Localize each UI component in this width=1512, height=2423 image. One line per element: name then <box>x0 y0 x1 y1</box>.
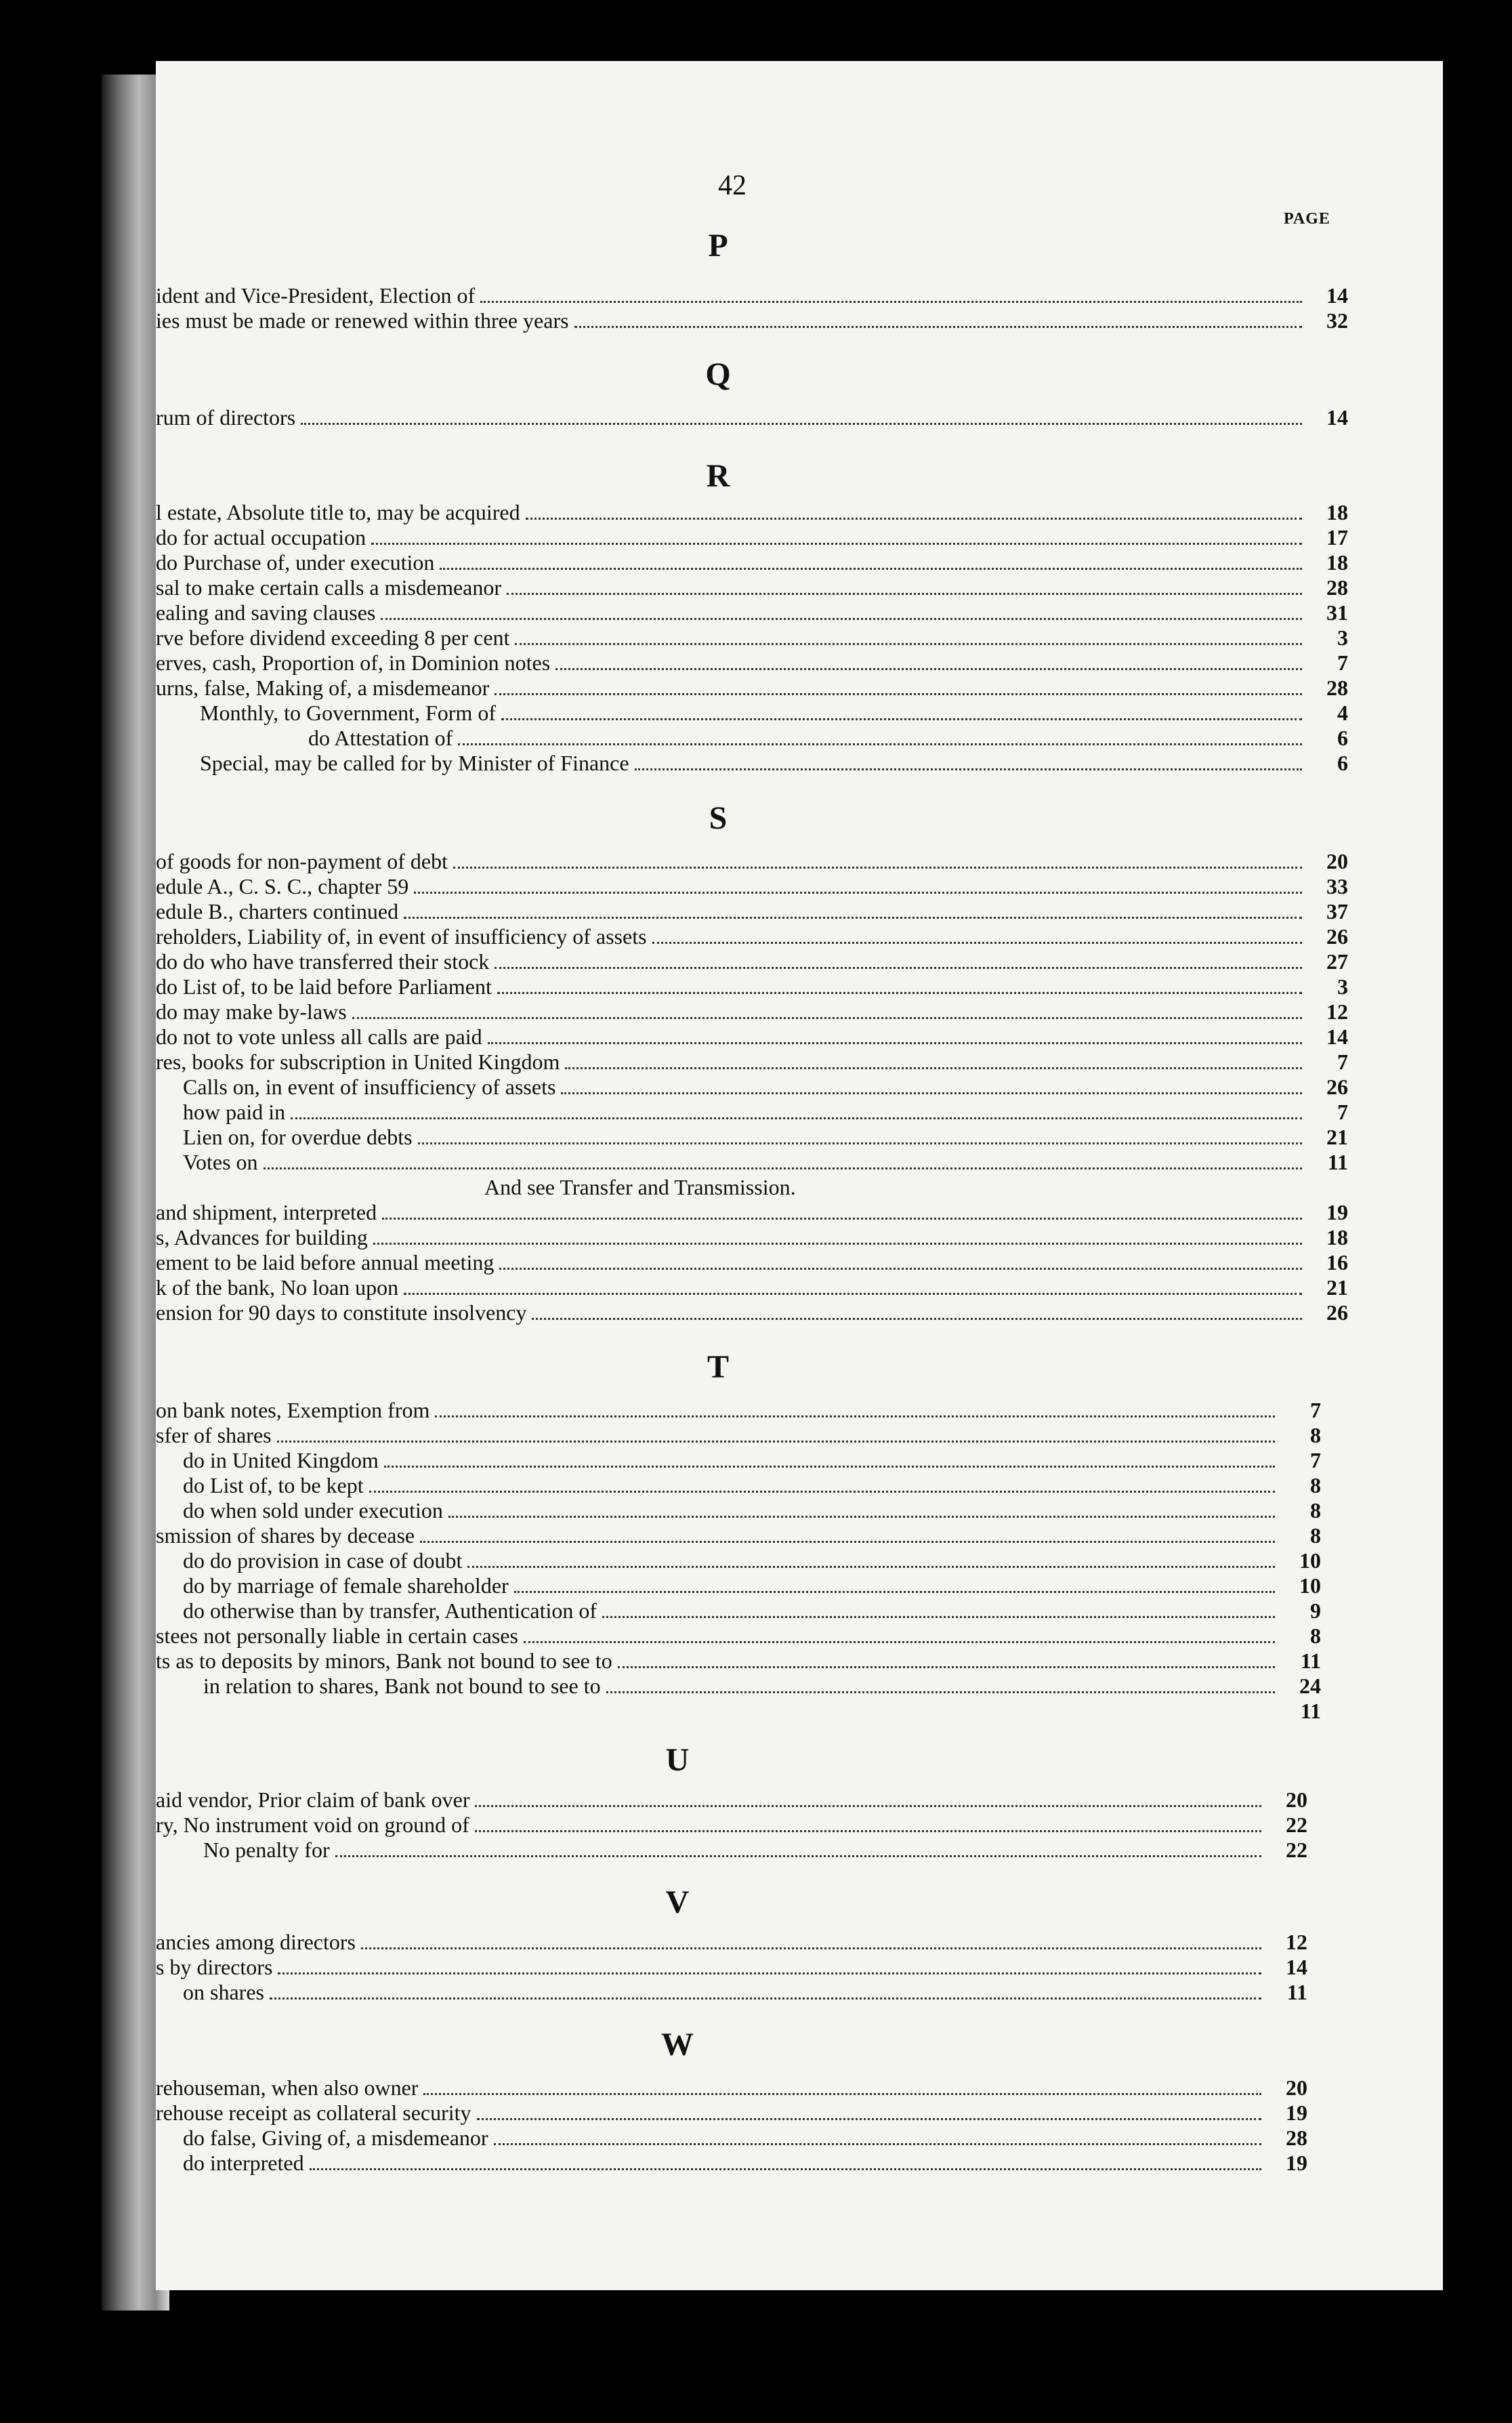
section-letter-r: R <box>706 458 730 494</box>
section-letter-q: Q <box>705 356 731 392</box>
index-entry: Votes on 11 <box>183 1150 1348 1174</box>
index-entry: ident and Vice-President, Election of 14 <box>156 283 1348 308</box>
index-entry: do may make by-laws 12 <box>156 999 1348 1024</box>
index-entry: do otherwise than by transfer, Authentication of 9 <box>183 1598 1321 1623</box>
section-letter-u: U <box>665 1742 690 1778</box>
index-entry: s by directors 14 <box>156 1955 1307 1979</box>
index-entry: edule B., charters continued 37 <box>156 899 1348 924</box>
index-entry: do by marriage of female shareholder 10 <box>183 1573 1321 1598</box>
index-entry: reholders, Liability of, in event of insufficiency of assets 26 <box>156 924 1348 949</box>
index-entry: of goods for non-payment of debt 20 <box>156 849 1348 873</box>
page-column-label: PAGE <box>1284 210 1330 228</box>
index-entry: Lien on, for overdue debts 21 <box>183 1125 1348 1149</box>
index-entry: do List of, to be kept 8 <box>183 1473 1321 1497</box>
section-letter-s: S <box>709 800 728 836</box>
index-entry: ement to be laid before annual meeting 16 <box>156 1250 1348 1275</box>
index-entry: rehouseman, when also owner 20 <box>156 2075 1307 2100</box>
index-entry: sal to make certain calls a misdemeanor 28 <box>156 575 1348 600</box>
index-entry: ancies among directors 12 <box>156 1930 1307 1954</box>
section-letter-w: W <box>661 2027 694 2063</box>
index-entry: No penalty for 22 <box>203 1838 1307 1862</box>
index-entry: aid vendor, Prior claim of bank over 20 <box>156 1787 1307 1812</box>
index-entry: Calls on, in event of insufficiency of assets 26 <box>183 1075 1348 1099</box>
index-page-ref: 11 <box>1300 1699 1321 1723</box>
index-entry: do Attestation of 6 <box>308 726 1348 750</box>
index-entry: do in United Kingdom 7 <box>183 1448 1321 1472</box>
index-entry: how paid in 7 <box>183 1100 1348 1124</box>
index-entry: smission of shares by decease 8 <box>156 1523 1321 1548</box>
index-entry: Special, may be called for by Minister of Finance 6 <box>200 751 1348 775</box>
index-entry: do for actual occupation 17 <box>156 525 1348 550</box>
index-entry: do Purchase of, under execution 18 <box>156 550 1348 575</box>
section-letter-v: V <box>665 1884 690 1920</box>
index-entry: do interpreted 19 <box>183 2151 1307 2175</box>
index-entry: on shares 11 <box>183 1980 1307 2004</box>
index-entry: stees not personally liable in certain cases 8 <box>156 1623 1321 1648</box>
index-entry: rve before dividend exceeding 8 per cent 3 <box>156 625 1348 650</box>
index-entry: ry, No instrument void on ground of 22 <box>156 1813 1307 1837</box>
index-entry: ension for 90 days to constitute insolvency 26 <box>156 1300 1348 1325</box>
index-entry: l estate, Absolute title to, may be acquired 18 <box>156 500 1348 524</box>
index-entry: do do who have transferred their stock 27 <box>156 949 1348 974</box>
index-entry: do when sold under execution 8 <box>183 1498 1321 1523</box>
index-entry: edule A., C. S. C., chapter 59 33 <box>156 874 1348 898</box>
index-entry: do List of, to be laid before Parliament 3 <box>156 974 1348 999</box>
index-entry: Monthly, to Government, Form of 4 <box>200 701 1348 725</box>
index-entry: ies must be made or renewed within three years 32 <box>156 308 1348 333</box>
section-letter-t: T <box>707 1349 729 1385</box>
index-entry: on bank notes, Exemption from 7 <box>156 1398 1321 1422</box>
index-entry: do not to vote unless all calls are paid 14 <box>156 1024 1348 1049</box>
index-entry: sfer of shares 8 <box>156 1423 1321 1447</box>
index-entry: ealing and saving clauses 31 <box>156 600 1348 625</box>
index-entry: ts as to deposits by minors, Bank not bound to see to 11 <box>156 1649 1321 1673</box>
section-letter-p: P <box>708 228 728 264</box>
index-entry: erves, cash, Proportion of, in Dominion notes 7 <box>156 650 1348 675</box>
index-entry: in relation to shares, Bank not bound to see to 24 <box>203 1674 1321 1698</box>
index-entry: rehouse receipt as collateral security 19 <box>156 2100 1307 2125</box>
index-entry: and shipment, interpreted 19 <box>156 1200 1348 1224</box>
cross-reference: And see Transfer and Transmission. <box>484 1175 796 1199</box>
index-entry: s, Advances for building 18 <box>156 1225 1348 1249</box>
index-page <box>156 61 1443 2290</box>
index-entry: do do provision in case of doubt 10 <box>183 1548 1321 1573</box>
index-entry: k of the bank, No loan upon 21 <box>156 1275 1348 1300</box>
page-number: 42 <box>718 170 747 201</box>
index-entry: do false, Giving of, a misdemeanor 28 <box>183 2126 1307 2150</box>
index-entry: rum of directors 14 <box>156 405 1348 430</box>
index-entry: res, books for subscription in United Kingdom 7 <box>156 1050 1348 1074</box>
index-entry: urns, false, Making of, a misdemeanor 28 <box>156 676 1348 700</box>
